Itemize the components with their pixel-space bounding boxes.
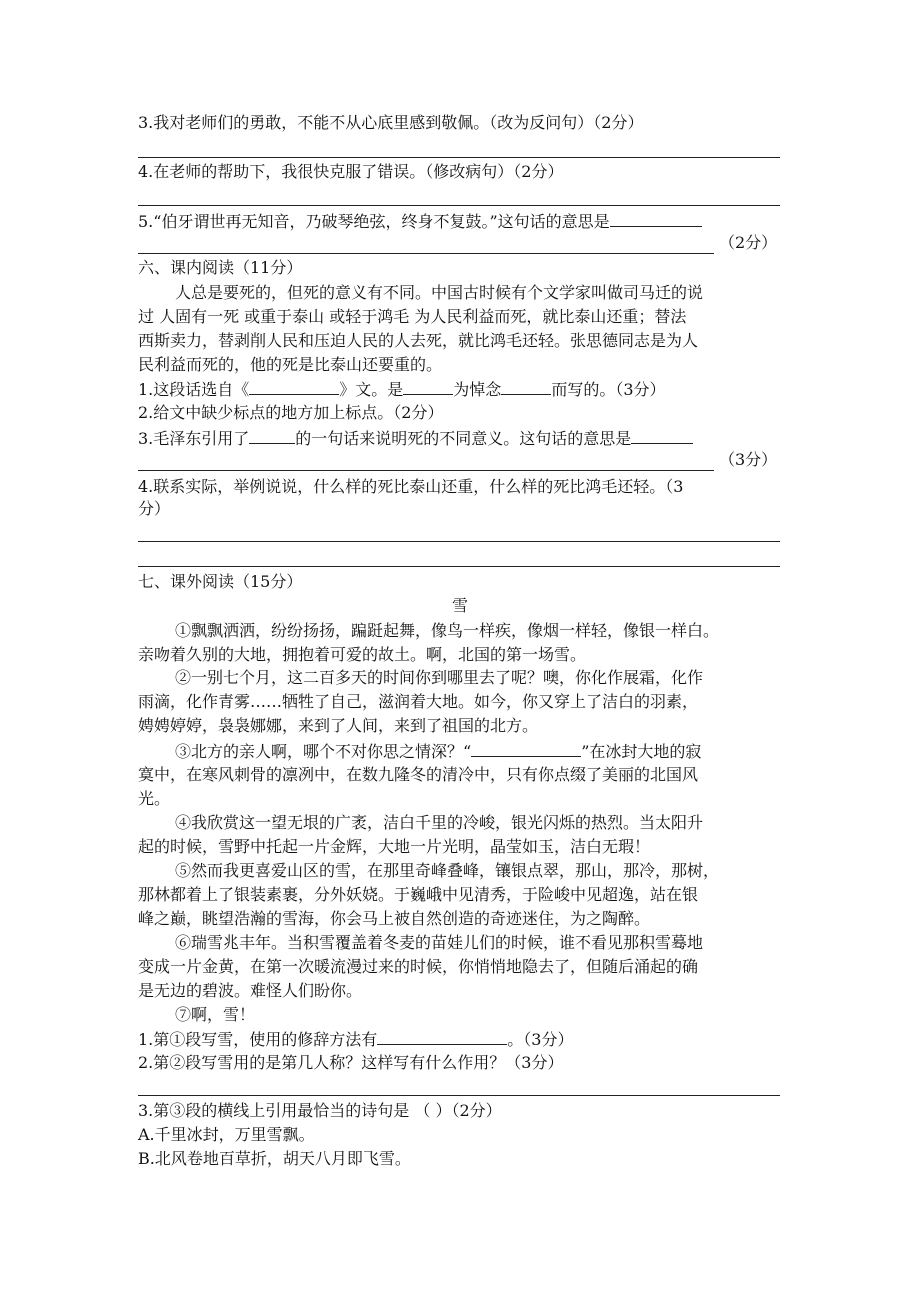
blank [631,427,693,444]
p5-line1: ⑤然而我更喜爱山区的雪，在那里奇峰叠峰，镶银点翠，那山，那冷，那树， [175,861,720,880]
p3-text-b: ”在冰封大地的寂 [581,742,702,761]
p1-line2: 亲吻着久别的大地，拥抱着可爱的故土。啊，北国的第一场雪。 [138,645,587,664]
s7-q1-a: 1.第①段写雪，使用的修辞方法有 [138,1030,378,1049]
blank [610,210,702,227]
p4-line1: ④我欣赏这一望无垠的广袤，洁白千里的冷峻，银光闪烁的热烈。当太阳升 [175,813,704,832]
s7-q2: 2.第②段写雪用的是第几人称？这样写有什么作用？（3分） [138,1053,564,1072]
answer-line [138,205,780,206]
s5-q4: 4.在老师的帮助下，我很快克服了错误。（修改病句）（2分） [138,162,564,181]
s6-q2: 2.给文中缺少标点的地方加上标点。（2分） [138,403,444,422]
blank [249,378,339,395]
s6-q1-d: 而写的。（3分） [551,380,666,399]
s5-q3: 3.我对老师们的勇敢，不能不从心底里感到敬佩。（改为反问句）（2分） [138,113,644,132]
p3-line3: 光。 [138,789,171,808]
article-title: 雪 [451,596,468,615]
p6-line1: ⑥瑞雪兆丰年。当积雪覆盖着冬麦的苗娃儿们的时候，谁不看见那积雪蓦地 [175,933,704,952]
answer-line [138,157,780,158]
s6-q1-c: 为悼念 [453,380,502,399]
s6-passage-4: 民利益而死的，他的死是比泰山还要重的。 [138,355,443,374]
s7-q1-b: 。（3分） [507,1030,574,1049]
s5-q5-text: 5.“伯牙谓世再无知音，乃破琴绝弦，终身不复鼓。”这句话的意思是 [138,212,610,231]
s6-q1-b: 》文。是 [339,380,404,399]
p1-line1: ①飘飘洒洒，纷纷扬扬，蹁跹起舞，像鸟一样疾，像烟一样轻，像银一样白。 [175,621,720,640]
p2-line3: 娉娉婷婷，袅袅娜娜，来到了人间，来到了祖国的北方。 [138,716,539,735]
option-b: B.北风卷地百草折，胡天八月即飞雪。 [138,1149,411,1168]
answer-line [138,541,780,542]
answer-line [138,566,780,567]
blank [403,378,453,395]
s6-q3-score: （3分） [719,450,778,469]
answer-line [138,1095,780,1096]
s6-q4-line1: 4.联系实际，举例说说，什么样的死比泰山还重，什么样的死比鸿毛还轻。（3 [138,477,684,496]
s6-title: 六、课内阅读（11分） [138,258,303,277]
s6-passage-1: 人总是要死的，但死的意义有不同。中国古时候有个文学家叫做司马迁的说 [175,283,704,302]
s7-q1 [138,1028,573,1051]
p6-line2: 变成一片金黄，在第一次暖流漫过来的时候，你悄悄地隐去了，但随后涌起的确 [138,957,699,976]
blank [249,427,295,444]
s6-q3-b: 的一句话来说明死的不同意义。这句话的意思是 [295,429,632,448]
p7-line: ⑦啊，雪！ [175,1005,256,1024]
p2-line2: 雨滴，化作青雾……牺牲了自己，滋润着大地。如今，你又穿上了洁白的羽素， [138,692,699,711]
s7-title: 七、课外阅读（15分） [138,572,303,591]
option-a: A.千里冰封，万里雪飘。 [138,1125,315,1144]
p4-line2: 起的时候，雪野中托起一片金辉，大地一片光明，晶莹如玉，洁白无瑕！ [138,837,651,856]
p6-line3: 是无边的碧波。难怪人们盼你。 [138,981,363,1000]
s6-q3-a: 3.毛泽东引用了 [138,429,250,448]
p5-line3: 峰之巅，眺望浩瀚的雪海，你会马上被自然创造的奇迹迷住，为之陶醉。 [138,909,651,928]
blank [377,1028,507,1045]
p3-line2: 寞中，在寒风刺骨的凛冽中，在数九隆冬的清冷中，只有你点缀了美丽的北国风 [138,765,699,784]
s6-q4-line2: 分） [138,499,171,518]
blank [501,378,551,395]
p5-line2: 那林都着上了银装素裹，分外妖娆。于巍峨中见清秀，于险峻中见超逸，站在银 [138,885,699,904]
s5-q5 [138,210,702,233]
p3-line1 [175,740,701,763]
answer-line [138,470,714,471]
s6-q1 [138,378,666,401]
s6-q3 [138,427,693,450]
blank [471,740,581,757]
s5-q5-score: （2分） [719,233,778,252]
s6-passage-3: 西斯卖力，替剥削人民和压迫人民的人去死，就比鸿毛还轻。张思德同志是为人 [138,331,699,350]
s6-passage-2: 过 人固有一死 或重于泰山 或轻于鸿毛 为人民利益而死，就比泰山还重；替法 [138,307,687,326]
s6-q1-a: 1.这段话选自《 [138,380,250,399]
s7-q3: 3.第③段的横线上引用最恰当的诗句是 （ ）（2分） [138,1101,502,1120]
p3-text-a: ③北方的亲人啊，哪个不对你思之情深？“ [175,742,472,761]
p2-line1: ②一别七个月，这二百多天的时间你到哪里去了呢？噢，你化作展霜，化作 [175,668,704,687]
answer-line [138,253,714,254]
